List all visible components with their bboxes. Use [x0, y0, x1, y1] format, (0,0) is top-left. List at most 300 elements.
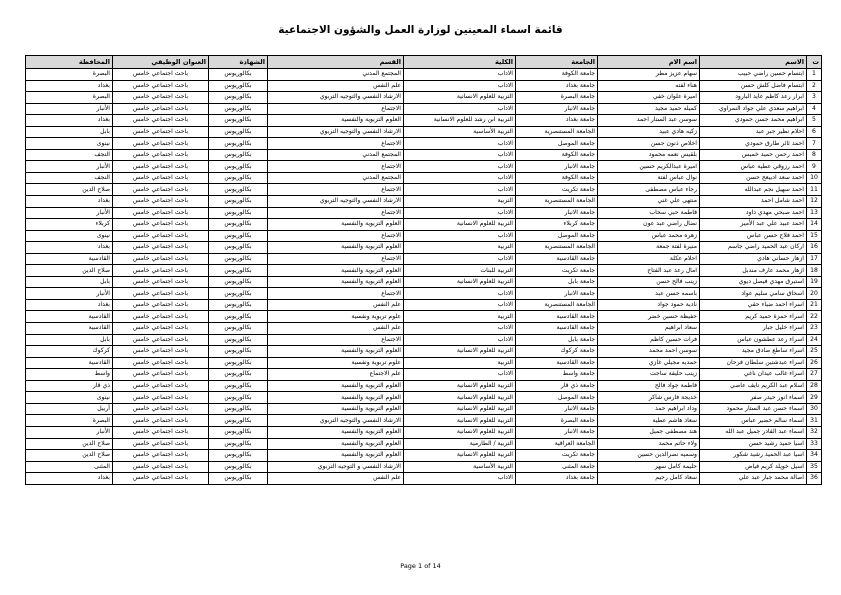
cell-university: الجامعة المستنصرية [516, 196, 598, 208]
cell-university: جامعة البصرة [516, 415, 598, 427]
cell-department: الاجتماع [268, 184, 404, 196]
cell-department: الاجتماع [268, 334, 404, 346]
cell-mother-name: سعاد هاشم عطية [598, 415, 700, 427]
cell-college: الاداب [404, 299, 516, 311]
cell-department: الاجتماع [268, 161, 404, 173]
cell-mother-name: بلقيس نعمه محمود [598, 149, 700, 161]
cell-job-title: باحث اجتماعي خامس [113, 103, 209, 115]
cell-mother-name: سوسن احمد محمد [598, 346, 700, 358]
cell-job-title: باحث اجتماعي خامس [113, 380, 209, 392]
cell-university: جامعة الموصل [516, 230, 598, 242]
cell-degree: بكالوريوس [209, 392, 268, 404]
cell-name: اسماء انور حيدر صفر [700, 392, 807, 404]
cell-mother-name: امال رعد عبد الفتاح [598, 265, 700, 277]
cell-university: الجامعة المستنصرية [516, 126, 598, 138]
cell-name: ابتسام فاضل كلش حسن [700, 80, 807, 92]
cell-mother-name: منتهى علي غني [598, 196, 700, 208]
cell-degree: بكالوريوس [209, 184, 268, 196]
cell-college: التربية للعلوم الانسانية [404, 346, 516, 358]
cell-index: 5 [807, 115, 822, 127]
cell-index: 16 [807, 242, 822, 254]
cell-job-title: باحث اجتماعي خامس [113, 311, 209, 323]
cell-degree: بكالوريوس [209, 461, 268, 473]
cell-mother-name: نادية حمود جواد [598, 299, 700, 311]
col-header-mother-name: اسم الام [598, 56, 700, 69]
cell-name: احلام نظير جبر عبد [700, 126, 807, 138]
cell-index: 28 [807, 380, 822, 392]
cell-name: اسراء رعد عطشون عباس [700, 334, 807, 346]
cell-name: اسيا حميد رشيد حسن [700, 438, 807, 450]
table-row [26, 184, 822, 196]
cell-department: العلوم التربوية والنفسية [268, 219, 404, 231]
col-header-university: الجامعة [516, 56, 598, 69]
cell-mother-name: حفيظة حسين خضر [598, 311, 700, 323]
cell-department: المجتمع المدني [268, 172, 404, 184]
page-title: قائمة اسماء المعينين لوزارة العمل والشؤون الاجتماعية [278, 24, 563, 36]
cell-index: 8 [807, 149, 822, 161]
cell-degree: بكالوريوس [209, 415, 268, 427]
cell-governorate: الأنبار [26, 161, 113, 173]
cell-degree: بكالوريوس [209, 80, 268, 92]
cell-job-title: باحث اجتماعي خامس [113, 138, 209, 150]
cell-department: علم النفس [268, 473, 404, 485]
cell-mother-name: فاطمة حبي سحاب [598, 207, 700, 219]
cell-name: احمد شامل احمد [700, 196, 807, 208]
cell-degree: بكالوريوس [209, 323, 268, 335]
cell-index: 31 [807, 415, 822, 427]
cell-college: التربية للعلوم الانسانية [404, 380, 516, 392]
cell-degree: بكالوريوس [209, 230, 268, 242]
cell-college: الاداب [404, 473, 516, 485]
cell-department: الاجتماع [268, 230, 404, 242]
cell-governorate: كركوك [26, 346, 113, 358]
cell-index: 34 [807, 450, 822, 462]
cell-index: 22 [807, 311, 822, 323]
table-row [26, 473, 822, 485]
cell-college: التربية [404, 196, 516, 208]
cell-university: جامعة تكريت [516, 265, 598, 277]
table-row [26, 172, 822, 184]
cell-governorate: بغداد [26, 196, 113, 208]
cell-university: جامعة كربلاء [516, 219, 598, 231]
cell-governorate: نينوى [26, 138, 113, 150]
cell-job-title: باحث اجتماعي خامس [113, 172, 209, 184]
cell-mother-name: باسمه حسن عبد [598, 288, 700, 300]
cell-university: جامعة كركوك [516, 346, 598, 358]
cell-index: 12 [807, 196, 822, 208]
table-row [26, 103, 822, 115]
cell-department: العلوم التربوية والنفسية [268, 426, 404, 438]
cell-department: الاجتماع [268, 207, 404, 219]
cell-college: الاداب [404, 184, 516, 196]
cell-mother-name: خديجة فارس شاكر [598, 392, 700, 404]
cell-name: ابراهيم محمد حسن حمودي [700, 115, 807, 127]
cell-job-title: باحث اجتماعي خامس [113, 80, 209, 92]
cell-name: اسيل خويلد كريم فياض [700, 461, 807, 473]
cell-degree: بكالوريوس [209, 346, 268, 358]
cell-degree: بكالوريوس [209, 161, 268, 173]
cell-university: جامعة تكريت [516, 184, 598, 196]
cell-name: اسحاق سامي سليم عواد [700, 288, 807, 300]
cell-college: الاداب [404, 149, 516, 161]
table-row [26, 461, 822, 473]
cell-university: جامعة تكريت [516, 450, 598, 462]
cell-university: جامعة الانبار [516, 403, 598, 415]
table-row [26, 415, 822, 427]
cell-governorate: الأنبار [26, 103, 113, 115]
cell-university: جامعة بغداد [516, 115, 598, 127]
cell-college: الاداب [404, 80, 516, 92]
cell-college: الاداب [404, 288, 516, 300]
cell-degree: بكالوريوس [209, 172, 268, 184]
cell-mother-name: وسميه نصرالدين حسين [598, 450, 700, 462]
cell-index: 6 [807, 126, 822, 138]
cell-department: علوم تربوية ونفسية [268, 311, 404, 323]
cell-name: اسيا عبد الحميد رشيد شكور [700, 450, 807, 462]
cell-governorate: بغداد [26, 80, 113, 92]
col-header-department: القسم [268, 56, 404, 69]
cell-governorate: صلاح الدين [26, 184, 113, 196]
table-row [26, 346, 822, 358]
cell-index: 3 [807, 92, 822, 104]
cell-index: 29 [807, 392, 822, 404]
cell-university: جامعة بابل [516, 276, 598, 288]
cell-college: الاداب [404, 172, 516, 184]
cell-job-title: باحث اجتماعي خامس [113, 161, 209, 173]
cell-governorate: البصرة [26, 92, 113, 104]
cell-degree: بكالوريوس [209, 357, 268, 369]
cell-university: جامعة المثنى [516, 461, 598, 473]
table-row [26, 265, 822, 277]
cell-college: التربية للعلوم الانسانية [404, 426, 516, 438]
cell-degree: بكالوريوس [209, 369, 268, 381]
cell-college: التربية ابن رشد للعلوم الانسانية [404, 115, 516, 127]
cell-college: التربية للعلوم الانسانية [404, 219, 516, 231]
cell-department: الاجتماع [268, 138, 404, 150]
cell-mother-name: وداد ابراهيم حمد [598, 403, 700, 415]
cell-degree: بكالوريوس [209, 311, 268, 323]
cell-mother-name: زينب فالح حسن [598, 276, 700, 288]
cell-college: التربية للعلوم الانسانية [404, 276, 516, 288]
cell-degree: بكالوريوس [209, 138, 268, 150]
cell-name: اسراء خليل جبار [700, 323, 807, 335]
cell-department: علوم تربوية ونفسية [268, 357, 404, 369]
cell-governorate: بغداد [26, 242, 113, 254]
cell-index: 17 [807, 253, 822, 265]
cell-job-title: باحث اجتماعي خامس [113, 450, 209, 462]
cell-index: 14 [807, 219, 822, 231]
table-row [26, 242, 822, 254]
table-row [26, 369, 822, 381]
cell-university: جامعة الانبار [516, 207, 598, 219]
cell-degree: بكالوريوس [209, 196, 268, 208]
cell-governorate: البصرة [26, 415, 113, 427]
cell-degree: بكالوريوس [209, 92, 268, 104]
cell-job-title: باحث اجتماعي خامس [113, 265, 209, 277]
cell-degree: بكالوريوس [209, 253, 268, 265]
cell-governorate: الأنبار [26, 288, 113, 300]
cell-name: احمد سعد ادبيعج حسن [700, 172, 807, 184]
cell-index: 2 [807, 80, 822, 92]
cell-university: جامعة بابل [516, 334, 598, 346]
cell-department: العلوم التربوية والنفسية [268, 450, 404, 462]
cell-name: احمد فلاح حسن عباس [700, 230, 807, 242]
cell-job-title: باحث اجتماعي خامس [113, 346, 209, 358]
cell-governorate: البصرة [26, 69, 113, 81]
cell-department: العلوم التربوية والنفسية [268, 115, 404, 127]
col-header-index: ت [807, 56, 822, 69]
cell-degree: بكالوريوس [209, 380, 268, 392]
cell-name: احمد صبحي مهدي داود [700, 207, 807, 219]
cell-job-title: باحث اجتماعي خامس [113, 461, 209, 473]
cell-governorate: بابل [26, 276, 113, 288]
cell-university: جامعة الكوفة [516, 149, 598, 161]
cell-department: الارشاد النفسي والتوجيه التربوي [268, 415, 404, 427]
cell-college: الاداب [404, 323, 516, 335]
cell-degree: بكالوريوس [209, 149, 268, 161]
cell-degree: بكالوريوس [209, 473, 268, 485]
cell-name: ابراهيم سعدي علي جواد النمراوي [700, 103, 807, 115]
cell-college: الاداب [404, 369, 516, 381]
table-row [26, 253, 822, 265]
table-row [26, 357, 822, 369]
cell-university: جامعة الانبار [516, 426, 598, 438]
cell-university: جامعة بغداد [516, 473, 598, 485]
cell-governorate: الأنبار [26, 207, 113, 219]
cell-university: جامعة الموصل [516, 138, 598, 150]
cell-index: 36 [807, 473, 822, 485]
cell-job-title: باحث اجتماعي خامس [113, 126, 209, 138]
cell-mother-name: اخلاص ذنون حسن [598, 138, 700, 150]
cell-university: الجامعة العراقية [516, 438, 598, 450]
cell-name: اسلام عبد الكريم نايف عاصي [700, 380, 807, 392]
cell-mother-name: هند مصطفى جميل [598, 426, 700, 438]
cell-university: الجامعة المستنصرية [516, 242, 598, 254]
cell-index: 32 [807, 426, 822, 438]
table-row [26, 207, 822, 219]
cell-college: الاداب [404, 103, 516, 115]
cell-job-title: باحث اجتماعي خامس [113, 230, 209, 242]
cell-degree: بكالوريوس [209, 288, 268, 300]
cell-department: الاجتماع [268, 103, 404, 115]
cell-degree: بكالوريوس [209, 207, 268, 219]
cell-governorate: نينوى [26, 392, 113, 404]
cell-job-title: باحث اجتماعي خامس [113, 299, 209, 311]
cell-index: 23 [807, 323, 822, 335]
cell-college: التربية [404, 242, 516, 254]
cell-department: العلوم التربوية والنفسية [268, 265, 404, 277]
cell-university: جامعة البصرة [516, 92, 598, 104]
cell-mother-name: فاطمة جواد فالح [598, 380, 700, 392]
cell-university: جامعة الانبار [516, 103, 598, 115]
table-row [26, 80, 822, 92]
cell-degree: بكالوريوس [209, 334, 268, 346]
cell-governorate: النجف [26, 149, 113, 161]
cell-college: الاداب [404, 138, 516, 150]
cell-name: اسراء حمزة حميد كريم [700, 311, 807, 323]
cell-university: جامعة القادسية [516, 357, 598, 369]
cell-college: الاداب [404, 161, 516, 173]
cell-governorate: صلاح الدين [26, 438, 113, 450]
cell-college: التربية [404, 311, 516, 323]
cell-governorate: النجف [26, 172, 113, 184]
table-row [26, 334, 822, 346]
cell-college: التربية الأساسية [404, 461, 516, 473]
cell-name: احمد ثائر طارق حمودي [700, 138, 807, 150]
cell-name: اسماء حسن عبد الستار محمود [700, 403, 807, 415]
cell-job-title: باحث اجتماعي خامس [113, 184, 209, 196]
table-row [26, 438, 822, 450]
cell-index: 21 [807, 299, 822, 311]
cell-mother-name: منيرة لفتة جمعة [598, 242, 700, 254]
cell-name: اسراء غالب عيدان ناغي [700, 369, 807, 381]
cell-governorate: صلاح الدين [26, 265, 113, 277]
cell-university: جامعة بغداد [516, 80, 598, 92]
cell-job-title: باحث اجتماعي خامس [113, 69, 209, 81]
cell-name: ازهار محمد عارف مندبل [700, 265, 807, 277]
cell-index: 7 [807, 138, 822, 150]
cell-governorate: أربيل [26, 403, 113, 415]
cell-index: 15 [807, 230, 822, 242]
cell-index: 20 [807, 288, 822, 300]
cell-degree: بكالوريوس [209, 438, 268, 450]
cell-department: الارشاد النفسي والتوجيه التربوي [268, 92, 404, 104]
cell-name: اسراء ساطع صادق مجيد [700, 346, 807, 358]
cell-college: التربية للعلوم الانسانية [404, 450, 516, 462]
cell-degree: بكالوريوس [209, 265, 268, 277]
cell-mother-name: نوال عباس لفتة [598, 172, 700, 184]
cell-job-title: باحث اجتماعي خامس [113, 438, 209, 450]
cell-mother-name: نضال راضي عبد عون [598, 219, 700, 231]
cell-department: العلوم التربوية والنفسية [268, 380, 404, 392]
cell-mother-name: اميرة عبدالكريم حسين [598, 161, 700, 173]
cell-department: علم الاجتماع [268, 369, 404, 381]
cell-university: جامعة القادسية [516, 253, 598, 265]
cell-name: استبرق مهدي فيصل ديوي [700, 276, 807, 288]
cell-department: المجتمع المدني [268, 149, 404, 161]
cell-department: العلوم التربوية والنفسية [268, 403, 404, 415]
cell-index: 1 [807, 69, 822, 81]
cell-college: الاداب [404, 69, 516, 81]
cell-department: علم النفس [268, 323, 404, 335]
cell-index: 13 [807, 207, 822, 219]
cell-governorate: المثنى [26, 461, 113, 473]
cell-governorate: بابل [26, 126, 113, 138]
cell-college: الاداب [404, 207, 516, 219]
cell-job-title: باحث اجتماعي خامس [113, 276, 209, 288]
cell-university: جامعة القادسية [516, 311, 598, 323]
cell-university: جامعة الموصل [516, 392, 598, 404]
cell-degree: بكالوريوس [209, 426, 268, 438]
cell-name: احمد رحمن حميد خميس [700, 149, 807, 161]
cell-mother-name: سوسن عبد الستار احمد [598, 115, 700, 127]
cell-index: 19 [807, 276, 822, 288]
table-header-row [26, 56, 822, 69]
cell-job-title: باحث اجتماعي خامس [113, 473, 209, 485]
cell-index: 24 [807, 334, 822, 346]
cell-university: جامعة الكوفة [516, 69, 598, 81]
cell-index: 18 [807, 265, 822, 277]
cell-name: اسماء سالم خضير عباس [700, 415, 807, 427]
cell-name: اسماء عبد القادر جميل عبد الله [700, 426, 807, 438]
cell-department: الارشاد النفسي و التوجيه التربوي [268, 461, 404, 473]
cell-college: التربية [404, 357, 516, 369]
col-header-governorate: المحافظة [26, 56, 113, 69]
cell-governorate: بغداد [26, 115, 113, 127]
cell-department: الارشاد النفسي والتوجيه التربوي [268, 196, 404, 208]
cell-mother-name: زكيه هادي عبيد [598, 126, 700, 138]
cell-department: علم النفس [268, 299, 404, 311]
cell-mother-name: احلام عكلة [598, 253, 700, 265]
cell-job-title: باحث اجتماعي خامس [113, 288, 209, 300]
cell-degree: بكالوريوس [209, 403, 268, 415]
table-row [26, 138, 822, 150]
cell-index: 10 [807, 172, 822, 184]
cell-college: التربية للعلوم الانسانية [404, 415, 516, 427]
cell-job-title: باحث اجتماعي خامس [113, 403, 209, 415]
page-footer: Page 1 of 14 [400, 562, 441, 570]
cell-name: اسراء عبدشتين سلطان فرحان [700, 357, 807, 369]
table-row [26, 115, 822, 127]
cell-job-title: باحث اجتماعي خامس [113, 334, 209, 346]
cell-college: التربية للبنات [404, 265, 516, 277]
cell-college: الاداب [404, 334, 516, 346]
cell-job-title: باحث اجتماعي خامس [113, 415, 209, 427]
table-row [26, 196, 822, 208]
cell-job-title: باحث اجتماعي خامس [113, 149, 209, 161]
cell-mother-name: اميرة علوان خفي [598, 92, 700, 104]
cell-degree: بكالوريوس [209, 450, 268, 462]
cell-job-title: باحث اجتماعي خامس [113, 196, 209, 208]
cell-governorate: الأنبار [26, 426, 113, 438]
cell-department: الاجتماع [268, 288, 404, 300]
cell-mother-name: سهام عزيز مطر [598, 69, 700, 81]
table-row [26, 126, 822, 138]
cell-governorate: القادسية [26, 357, 113, 369]
cell-department: المجتمع المدني [268, 69, 404, 81]
cell-university: جامعة الانبار [516, 161, 598, 173]
cell-department: العلوم التربوية والنفسية [268, 242, 404, 254]
cell-job-title: باحث اجتماعي خامس [113, 92, 209, 104]
cell-degree: بكالوريوس [209, 115, 268, 127]
cell-mother-name: رجاء عباس مصطفى [598, 184, 700, 196]
cell-governorate: بغداد [26, 299, 113, 311]
cell-mother-name: حمديه مجيلي غازي [598, 357, 700, 369]
cell-name: اسراء احمد ضياء حقي [700, 299, 807, 311]
table-row [26, 219, 822, 231]
cell-mother-name: فرات حسين كاظم [598, 334, 700, 346]
table-row [26, 161, 822, 173]
cell-governorate: القادسية [26, 253, 113, 265]
table-row [26, 288, 822, 300]
cell-degree: بكالوريوس [209, 242, 268, 254]
cell-university: الجامعة المستنصرية [516, 299, 598, 311]
cell-college: التربية للعلوم الانسانية [404, 92, 516, 104]
cell-degree: بكالوريوس [209, 276, 268, 288]
cell-degree: بكالوريوس [209, 69, 268, 81]
cell-job-title: باحث اجتماعي خامس [113, 392, 209, 404]
cell-job-title: باحث اجتماعي خامس [113, 426, 209, 438]
cell-college: التربية الأساسية [404, 126, 516, 138]
cell-name: ابتسام حسين راضي حبيب [700, 69, 807, 81]
cell-index: 30 [807, 403, 822, 415]
cell-department: العلوم التربوية والنفسية [268, 392, 404, 404]
table-row [26, 392, 822, 404]
cell-governorate: واسط [26, 369, 113, 381]
table-row [26, 149, 822, 161]
cell-mother-name: هناء لفته [598, 80, 700, 92]
cell-department: الاجتماع [268, 253, 404, 265]
